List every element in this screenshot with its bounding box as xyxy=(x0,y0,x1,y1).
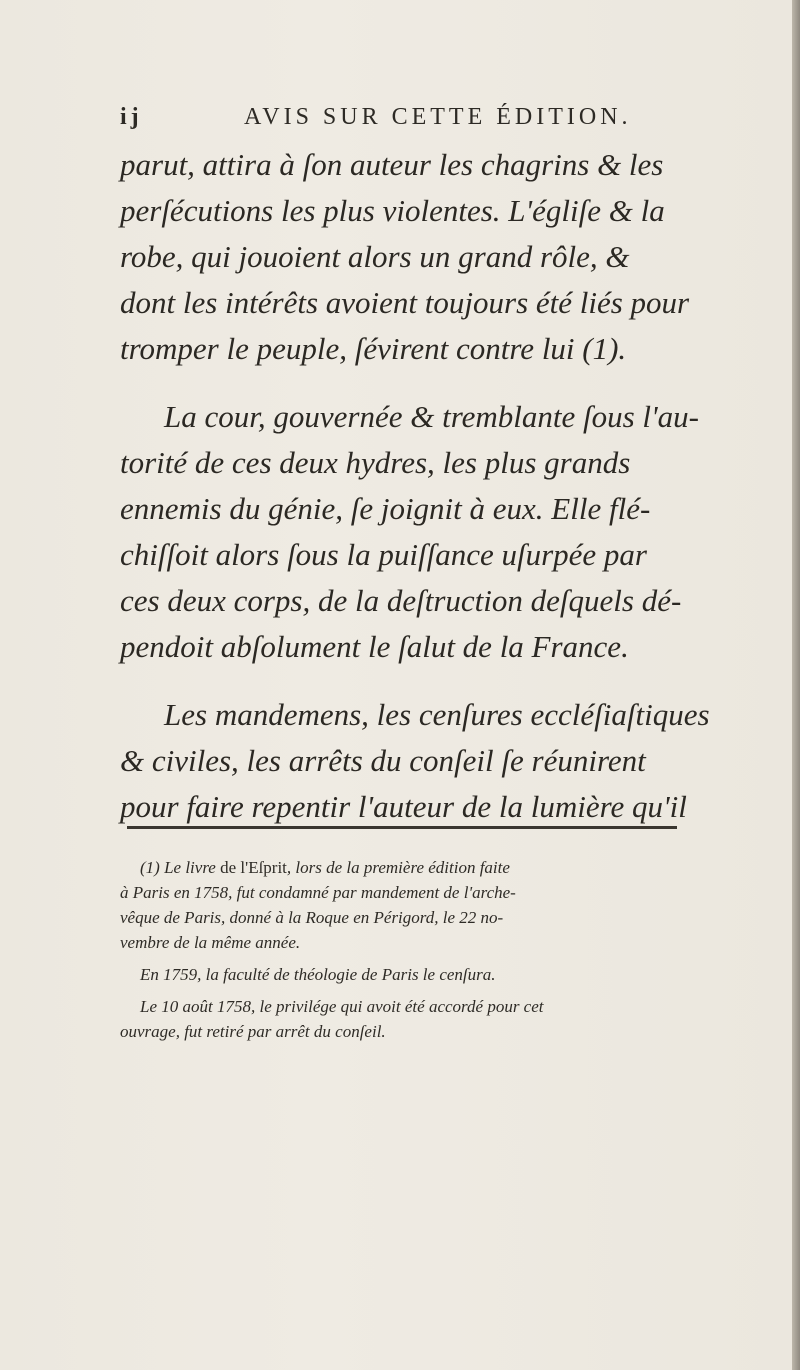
footnote-line: à Paris en 1758, fut condamné par mandement de l'arche- xyxy=(120,883,516,902)
book-title: de l'Eſprit xyxy=(220,858,287,877)
text-line: ces deux corps, de la deſtruction deſquels dé- xyxy=(120,583,682,618)
page-number: ij xyxy=(120,104,143,130)
footnotes xyxy=(120,855,690,1044)
text-line: robe, qui jouoient alors un grand rôle, & xyxy=(120,239,630,274)
main-text xyxy=(120,142,710,830)
text-line: Les mandemens, les cenſures eccléſiaſtiques xyxy=(164,697,710,732)
footnote-line: Le 10 août 1758, le privilége qui avoit été accordé pour cet xyxy=(140,997,544,1016)
footnote-line: En 1759, la faculté de théologie de Paris le cenſura. xyxy=(140,965,496,984)
text-line: & civiles, les arrêts du conſeil ſe réunirent xyxy=(120,743,646,778)
running-title: AVIS SUR CETTE ÉDITION. xyxy=(244,104,632,130)
text-line: parut, attira à ſon auteur les chagrins & les xyxy=(120,147,664,182)
footnote-rule xyxy=(127,826,677,829)
page-header xyxy=(120,104,700,134)
paragraph-2 xyxy=(120,394,700,670)
paragraph-1 xyxy=(120,142,700,372)
text-line: dont les intérêts avoient toujours été liés pour xyxy=(120,285,690,320)
footnote-marker-text: (1) Le livre xyxy=(140,858,221,877)
text-line: pour faire repentir l'auteur de la lumière qu'il xyxy=(120,789,687,824)
text-line: ennemis du génie, ſe joignit à eux. Elle flé- xyxy=(120,491,651,526)
page-edge xyxy=(792,0,800,1370)
footnote-line xyxy=(120,855,690,880)
text-line: perſécutions les plus violentes. L'égliſe & la xyxy=(120,193,665,228)
footnote-line: vembre de la même année. xyxy=(120,933,301,952)
text-line: chiſſoit alors ſous la puiſſance uſurpée par xyxy=(120,537,647,572)
text-line: La cour, gouvernée & tremblante ſous l'au- xyxy=(164,399,699,434)
paragraph-3 xyxy=(120,692,710,830)
footnote-line: vêque de Paris, donné à la Roque en Périgord, le 22 no- xyxy=(120,908,504,927)
footnote-text: , lors de la première édition faite xyxy=(286,858,510,877)
text-line: torité de ces deux hydres, les plus grands xyxy=(120,445,631,480)
text-line: tromper le peuple, ſévirent contre lui (1). xyxy=(120,331,627,366)
footnote-line: ouvrage, fut retiré par arrêt du conſeil. xyxy=(120,1022,386,1041)
text-line: pendoit abſolument le ſalut de la France. xyxy=(120,629,629,664)
